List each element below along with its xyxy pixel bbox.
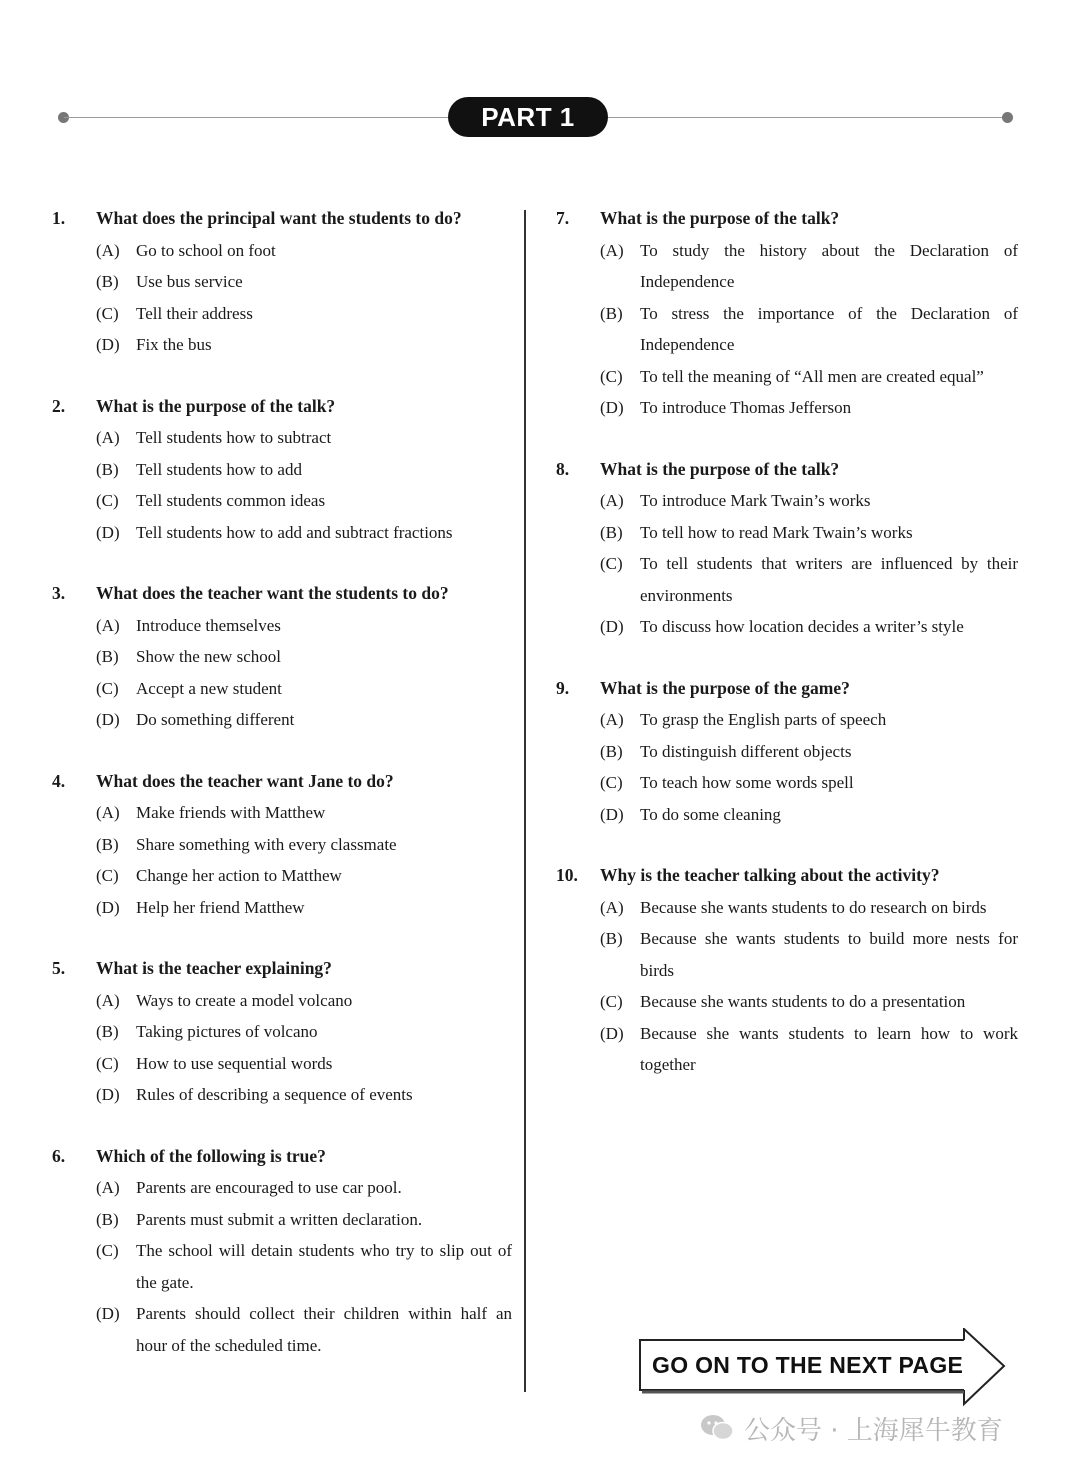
option-letter: (C): [96, 303, 119, 323]
option-text: To introduce Mark Twain’s works: [640, 491, 871, 510]
option-text: To study the history about the Declaration of Independence: [640, 240, 1018, 291]
option-letter: (B): [96, 647, 119, 666]
answer-option: [600, 361, 1018, 393]
answer-option: [600, 548, 1018, 611]
next-page-indicator: [638, 1328, 1010, 1408]
question-stem: [52, 391, 512, 423]
answer-option: [96, 266, 512, 298]
answer-option: [96, 1204, 512, 1236]
option-text: To distinguish different objects: [640, 741, 852, 761]
right-question-column: [556, 203, 1018, 1111]
watermark: [700, 1408, 1003, 1448]
option-letter: (D): [96, 897, 120, 917]
option-text: To tell how to read Mark Twain’s works: [640, 522, 913, 542]
option-letter: (D): [600, 1023, 624, 1043]
option-letter: (A): [96, 428, 120, 447]
option-letter: (B): [600, 522, 623, 542]
question-number: 7.: [556, 208, 570, 228]
option-text: To teach how some words spell: [640, 773, 854, 792]
option-letter: (A): [600, 897, 624, 917]
option-text: To tell the meaning of “All men are created equal”: [640, 366, 984, 386]
question-stem: [52, 766, 512, 798]
option-letter: (C): [96, 1053, 119, 1073]
question-item: [556, 203, 1018, 424]
question-number: 9.: [556, 677, 570, 698]
option-text: Tell students how to add: [136, 459, 302, 479]
option-letter: (D): [600, 398, 624, 417]
answer-options: [600, 704, 1018, 830]
column-divider: [524, 210, 526, 1392]
option-text: Taking pictures of volcano: [136, 1022, 318, 1041]
option-letter: (B): [600, 741, 623, 761]
answer-options: [96, 797, 512, 923]
question-item: [556, 860, 1018, 1081]
answer-option: [96, 1298, 512, 1361]
answer-option: [96, 860, 512, 892]
question-item: [52, 1141, 512, 1362]
option-letter: (A): [96, 1178, 120, 1197]
question-text: What is the teacher explaining?: [96, 958, 332, 978]
option-text: Share something with every classmate: [136, 834, 397, 854]
option-text: Make friends with Matthew: [136, 803, 326, 822]
header-right-dot: [1002, 112, 1013, 123]
question-stem: [52, 203, 512, 235]
question-stem: [52, 953, 512, 985]
option-text: Because she wants students to build more nests for birds: [640, 929, 1018, 980]
left-question-column: [52, 203, 512, 1391]
question-number: 4.: [52, 770, 66, 791]
answer-options: [96, 1172, 512, 1361]
answer-option: [96, 641, 512, 673]
answer-option: [600, 986, 1018, 1018]
option-letter: (B): [96, 459, 119, 479]
option-letter: (D): [96, 522, 120, 542]
question-text: Which of the following is true?: [96, 1145, 326, 1166]
question-text: What is the purpose of the talk?: [600, 458, 840, 479]
answer-option: [96, 517, 512, 549]
option-text: Parents are encouraged to use car pool.: [136, 1178, 402, 1197]
answer-option: [600, 392, 1018, 424]
question-item: [52, 203, 512, 361]
answer-option: [600, 611, 1018, 643]
part-title: PART 1: [448, 97, 608, 137]
option-text: Help her friend Matthew: [136, 897, 305, 917]
question-item: [52, 766, 512, 924]
answer-option: [600, 767, 1018, 799]
option-letter: (B): [96, 834, 119, 854]
question-item: [52, 391, 512, 549]
answer-option: [96, 1235, 512, 1298]
option-letter: (A): [96, 240, 120, 260]
answer-option: [96, 454, 512, 486]
option-text: To discuss how location decides a writer’s style: [640, 617, 964, 636]
answer-option: [600, 1018, 1018, 1081]
option-letter: (D): [600, 617, 624, 636]
option-text: Use bus service: [136, 272, 243, 291]
option-letter: (B): [96, 272, 119, 291]
wechat-icon: [700, 1414, 734, 1442]
option-text: Because she wants students to do a presentation: [640, 992, 966, 1011]
option-text: Ways to create a model volcano: [136, 990, 353, 1010]
answer-option: [600, 298, 1018, 361]
answer-option: [96, 235, 512, 267]
question-text: What is the purpose of the game?: [600, 677, 850, 698]
answer-option: [96, 1172, 512, 1204]
option-text: Introduce themselves: [136, 615, 281, 635]
question-text: What does the teacher want Jane to do?: [96, 770, 394, 791]
option-letter: (A): [600, 491, 624, 510]
answer-option: [600, 235, 1018, 298]
answer-options: [600, 485, 1018, 643]
option-letter: (C): [96, 491, 119, 510]
answer-option: [96, 329, 512, 361]
option-letter: (A): [96, 803, 120, 822]
question-item: [52, 578, 512, 736]
question-number: 10.: [556, 865, 578, 885]
option-text: Tell students common ideas: [136, 491, 326, 510]
option-letter: (D): [96, 1304, 120, 1323]
option-letter: (D): [96, 710, 120, 729]
option-letter: (B): [96, 1022, 119, 1041]
answer-option: [96, 892, 512, 924]
option-text: To introduce Thomas Jefferson: [640, 398, 852, 417]
question-number: 1.: [52, 208, 66, 228]
option-text: To do some cleaning: [640, 804, 781, 824]
option-letter: (C): [96, 866, 119, 885]
option-text: Rules of describing a sequence of events: [136, 1085, 413, 1104]
question-number: 2.: [52, 395, 66, 416]
question-number: 8.: [556, 458, 570, 479]
question-text: What does the teacher want the students to do?: [96, 583, 449, 603]
answer-options: [96, 422, 512, 548]
option-text: Show the new school: [136, 647, 281, 666]
option-text: Parents must submit a written declaration.: [136, 1209, 423, 1229]
option-text: Because she wants students to do research on birds: [640, 897, 987, 917]
question-number: 3.: [52, 583, 66, 603]
question-stem: [556, 860, 1018, 892]
answer-option: [600, 704, 1018, 736]
option-letter: (C): [600, 366, 623, 386]
option-letter: (D): [96, 335, 120, 354]
watermark-text: 公众号 · 上海犀牛教育: [744, 1415, 1003, 1446]
option-text: To stress the importance of the Declaration of Independence: [640, 303, 1018, 354]
option-text: Tell students how to subtract: [136, 428, 332, 447]
question-text: What does the principal want the students to do?: [96, 208, 462, 228]
option-text: Fix the bus: [136, 335, 212, 354]
option-letter: (D): [96, 1085, 120, 1104]
answer-option: [96, 1079, 512, 1111]
question-text: Why is the teacher talking about the activity?: [600, 865, 940, 885]
option-text: The school will detain students who try to slip out of the gate.: [136, 1241, 512, 1292]
next-page-label: GO ON TO THE NEXT PAGE: [652, 1352, 964, 1378]
option-text: To grasp the English parts of speech: [640, 710, 887, 729]
part-header: [0, 96, 1080, 140]
answer-option: [600, 923, 1018, 986]
answer-options: [96, 610, 512, 736]
option-letter: (A): [600, 710, 624, 729]
answer-option: [96, 422, 512, 454]
option-letter: (A): [96, 990, 120, 1010]
option-text: Parents should collect their children within half an hour of the scheduled time.: [136, 1304, 512, 1355]
question-stem: [556, 673, 1018, 705]
option-letter: (C): [96, 1241, 119, 1260]
question-item: [556, 454, 1018, 643]
option-text: How to use sequential words: [136, 1053, 333, 1073]
option-letter: (B): [600, 929, 623, 948]
answer-option: [600, 485, 1018, 517]
question-stem: [556, 454, 1018, 486]
answer-option: [96, 829, 512, 861]
option-text: Tell their address: [136, 303, 253, 323]
question-item: [556, 673, 1018, 831]
option-text: Do something different: [136, 710, 295, 729]
answer-options: [600, 892, 1018, 1081]
answer-option: [600, 517, 1018, 549]
answer-option: [96, 1048, 512, 1080]
answer-option: [96, 1016, 512, 1048]
answer-option: [96, 704, 512, 736]
option-letter: (D): [600, 804, 624, 824]
answer-option: [96, 673, 512, 705]
answer-option: [600, 799, 1018, 831]
option-letter: (B): [96, 1209, 119, 1229]
option-letter: (C): [96, 678, 119, 698]
option-text: Because she wants students to learn how to work together: [640, 1023, 1018, 1074]
question-text: What is the purpose of the talk?: [600, 208, 840, 228]
option-letter: (A): [600, 240, 624, 260]
answer-option: [96, 298, 512, 330]
option-letter: (A): [96, 615, 120, 635]
option-text: Accept a new student: [136, 678, 282, 698]
answer-option: [600, 892, 1018, 924]
option-text: Go to school on foot: [136, 240, 276, 260]
option-text: Tell students how to add and subtract fractions: [136, 522, 453, 542]
option-letter: (C): [600, 773, 623, 792]
option-letter: (C): [600, 554, 623, 573]
question-number: 6.: [52, 1145, 66, 1166]
option-letter: (B): [600, 303, 623, 323]
question-stem: [52, 578, 512, 610]
question-stem: [556, 203, 1018, 235]
header-left-rule: [64, 117, 456, 118]
header-right-rule: [600, 117, 1008, 118]
option-letter: (C): [600, 992, 623, 1011]
answer-option: [600, 736, 1018, 768]
answer-options: [600, 235, 1018, 424]
answer-options: [96, 235, 512, 361]
question-item: [52, 953, 512, 1111]
option-text: Change her action to Matthew: [136, 866, 342, 885]
answer-option: [96, 985, 512, 1017]
question-stem: [52, 1141, 512, 1173]
answer-option: [96, 485, 512, 517]
question-number: 5.: [52, 958, 66, 978]
option-text: To tell students that writers are influenced by their environments: [640, 554, 1018, 605]
answer-option: [96, 797, 512, 829]
question-text: What is the purpose of the talk?: [96, 395, 336, 416]
answer-options: [96, 985, 512, 1111]
answer-option: [96, 610, 512, 642]
